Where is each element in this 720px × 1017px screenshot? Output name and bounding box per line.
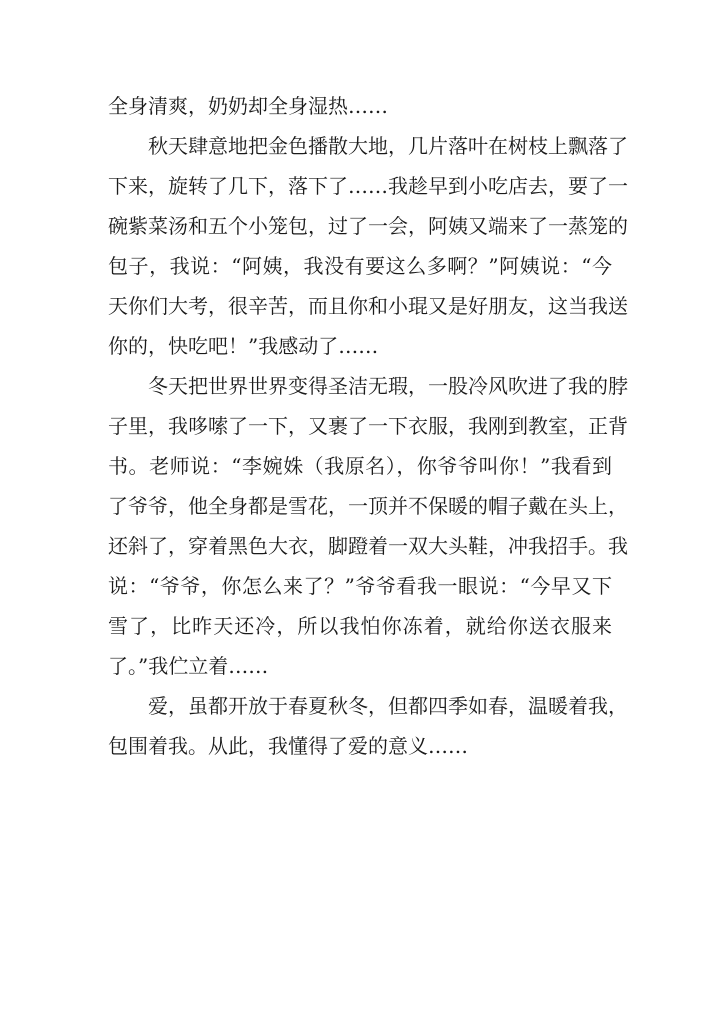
text-line: 说：“爷爷，你怎么来了？”爷爷看我一眼说：“今早又下 xyxy=(108,574,612,598)
text-line: 了。”我伫立着…… xyxy=(108,654,269,678)
text-line: 包子，我说：“阿姨，我没有要这么多啊？”阿姨说：“今 xyxy=(108,254,612,278)
text-line: 书。老师说：“李婉姝（我原名），你爷爷叫你！”我看到 xyxy=(108,454,612,478)
text-line: 了爷爷，他全身都是雪花，一顶并不保暖的帽子戴在头上， xyxy=(108,494,628,518)
paragraph-1 xyxy=(108,86,612,126)
text-line: 你的，快吃吧！”我感动了…… xyxy=(108,334,379,358)
text-line: 子里，我哆嗦了一下，又裹了一下衣服，我刚到教室，正背 xyxy=(108,414,628,438)
text-line: 还斜了，穿着黑色大衣，脚蹬着一双大头鞋，冲我招手。我 xyxy=(108,534,628,558)
text-line: 雪了，比昨天还冷，所以我怕你冻着，就给你送衣服来 xyxy=(108,614,612,638)
text-line: 全身清爽，奶奶却全身湿热…… xyxy=(108,94,388,118)
text-line: 冬天把世界世界变得圣洁无瑕，一股冷风吹进了我的脖 xyxy=(148,374,628,398)
paragraph-4 xyxy=(108,686,628,766)
paragraph-3 xyxy=(108,366,628,686)
text-line: 包围着我。从此，我懂得了爱的意义…… xyxy=(108,734,468,758)
text-line: 爱，虽都开放于春夏秋冬，但都四季如春，温暖着我， xyxy=(148,694,628,718)
paragraph-2 xyxy=(108,126,628,366)
document-body xyxy=(108,86,628,766)
text-line: 秋天肆意地把金色播散大地，几片落叶在树枝上飘落了 xyxy=(148,134,628,158)
text-line: 天你们大考，很辛苦，而且你和小琨又是好朋友，这当我送 xyxy=(108,294,628,318)
text-line: 下来，旋转了几下，落下了……我趁早到小吃店去，要了一 xyxy=(108,174,628,198)
text-line: 碗紫菜汤和五个小笼包，过了一会，阿姨又端来了一蒸笼的 xyxy=(108,214,628,238)
